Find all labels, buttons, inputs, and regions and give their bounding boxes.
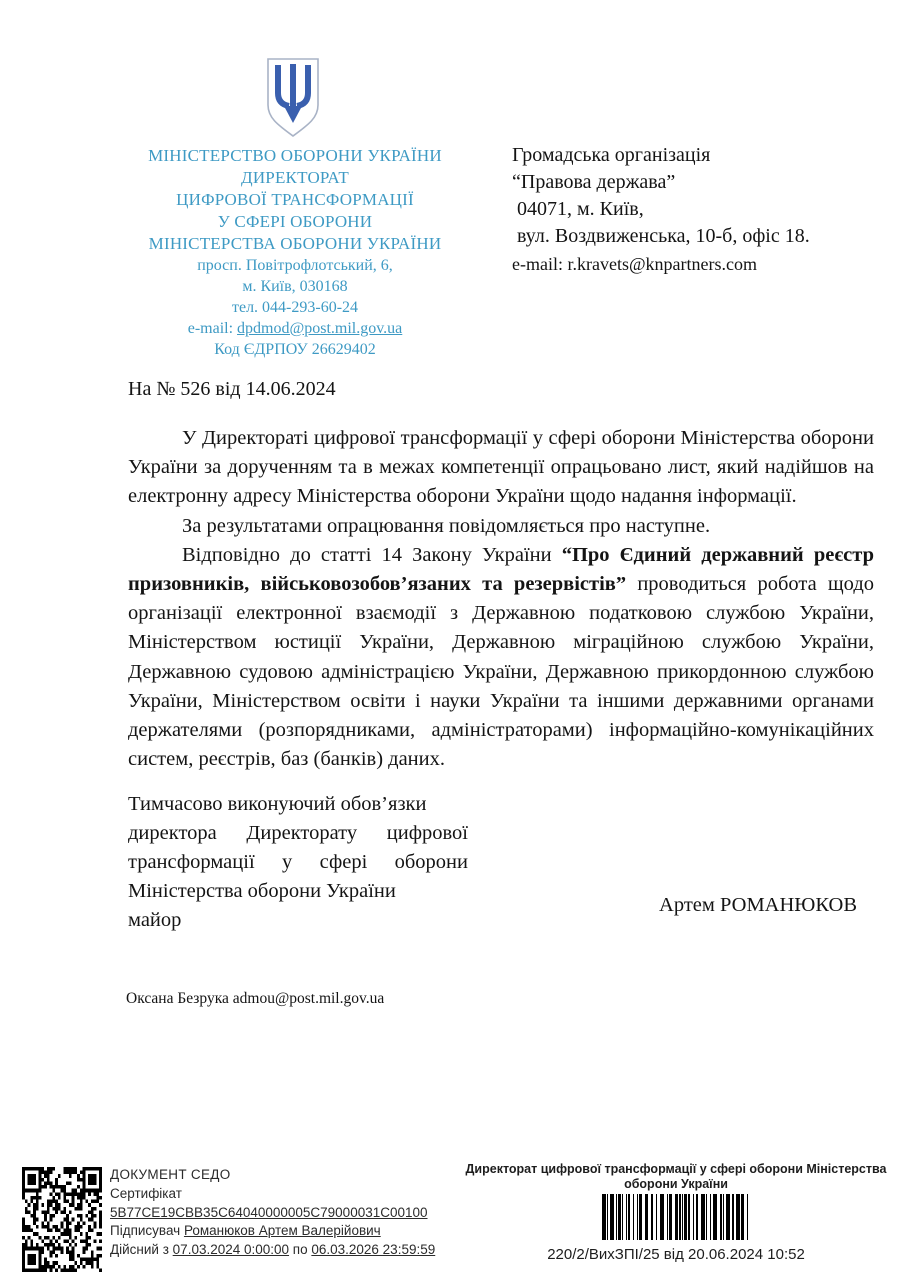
- law-title: “Про Єдиний державний реєстр призовників, військовозобов’язаних та резервістів”: [128, 543, 874, 596]
- signer-line: [110, 1222, 440, 1241]
- valid-label-from: Дійсний з: [110, 1242, 173, 1258]
- org-name-line: У СФЕРІ ОБОРОНИ: [217, 212, 373, 231]
- paragraph3-prefix: Відповідно до статті 14 Закону України: [182, 543, 562, 566]
- org-name-line: МІНІСТЕРСТВА ОБОРОНИ УКРАЇНИ: [148, 234, 442, 253]
- registration-stamp: [452, 1162, 900, 1263]
- qr-code: [22, 1167, 102, 1272]
- body-paragraph-2: За результатами опрацювання повідомляється про наступне.: [182, 514, 711, 537]
- body-paragraph-1: У Директораті цифрової трансформації у сфері оборони Міністерства оборони України за дорученням та в межах компетенції опрацьовано лист, який надійшов на електронну адресу Міністерства оборони України щодо надання інформації.: [128, 427, 874, 508]
- signature-line: Тимчасово виконуючий обов’язки: [128, 793, 427, 815]
- signer-full-name: Романюков Артем Валерійович: [183, 1223, 381, 1239]
- signer-name: Артем РОМАНЮКОВ: [659, 894, 857, 916]
- recipient-email: e-mail: r.kravets@knpartners.com: [512, 254, 757, 274]
- org-name-line: ЦИФРОВОЇ ТРАНСФОРМАЦІЇ: [176, 190, 414, 209]
- org-name-line: МІНІСТЕРСТВО ОБОРОНИ УКРАЇНИ: [148, 146, 442, 165]
- letterhead: [110, 145, 480, 360]
- valid-from-date: 07.03.2024 0:00:00: [172, 1242, 290, 1258]
- org-edrpou: Код ЄДРПОУ 26629402: [214, 341, 376, 358]
- certificate-label: Сертифікат: [110, 1185, 182, 1201]
- org-address-line2: м. Київ, 030168: [242, 278, 348, 295]
- recipient-org: Громадська організація: [512, 144, 711, 166]
- recipient-postcode-city: 04071, м. Київ,: [517, 198, 644, 220]
- validity-line: [110, 1241, 440, 1260]
- certificate-number: 5B77CE19CBB35C64040000005C79000031C00100: [110, 1204, 428, 1220]
- valid-label-to: по: [289, 1242, 312, 1258]
- signature-line: Міністерства оборони України: [128, 880, 396, 902]
- signature-line: трансформації у сфері оборони: [128, 851, 468, 873]
- executor-contact: Оксана Безрука admou@post.mil.gov.ua: [126, 990, 385, 1007]
- recipient-org-name: “Правова держава”: [512, 171, 676, 193]
- body-paragraph-3: [128, 541, 874, 775]
- letter-body: [128, 424, 874, 774]
- signer-label: Підписувач: [110, 1223, 184, 1239]
- barcode: [601, 1194, 751, 1240]
- valid-to-date: 06.03.2026 23:59:59: [311, 1242, 436, 1258]
- org-address-line1: просп. Повітрофлотський, 6,: [197, 257, 393, 274]
- recipient-block: [512, 142, 904, 276]
- org-email-line: [110, 318, 480, 339]
- org-email-link[interactable]: dpdmod@post.mil.gov.ua: [237, 320, 403, 337]
- sedo-stamp: [110, 1166, 440, 1260]
- recipient-street: вул. Воздвиженська, 10-б, офіс 18.: [517, 225, 810, 247]
- registration-org-title: Директорат цифрової трансформації у сфері оборони Міністерства оборони України: [465, 1162, 887, 1191]
- paragraph3-rest: проводиться робота щодо організації електронної взаємодії з Державною податковою службою України, Міністерством юстиції України, Державною міграційною службою України, Державною судовою адміністрацією України, Державною прикордонною службою України, Міністерством освіти і науки України та іншими державними органами держателями (розпорядниками, адміністраторами) інформаційно-комунікаційних систем, реєстрів, баз (банків) даних.: [128, 573, 875, 771]
- signature-rank: майор: [128, 909, 182, 931]
- org-phone: тел. 044-293-60-24: [231, 299, 359, 316]
- sedo-title: ДОКУМЕНТ СЕДО: [110, 1167, 231, 1182]
- registration-number: 220/2/ВихЗПІ/25 від 20.06.2024 10:52: [547, 1246, 805, 1263]
- reference-line: На № 526 від 14.06.2024: [128, 378, 336, 400]
- org-email-label: e-mail:: [187, 320, 238, 337]
- ukraine-trident-emblem-icon: [263, 55, 323, 141]
- signature-line: директора Директорату цифрової: [128, 822, 468, 844]
- signature-position-block: [128, 790, 468, 935]
- org-name-line: ДИРЕКТОРАТ: [241, 168, 349, 187]
